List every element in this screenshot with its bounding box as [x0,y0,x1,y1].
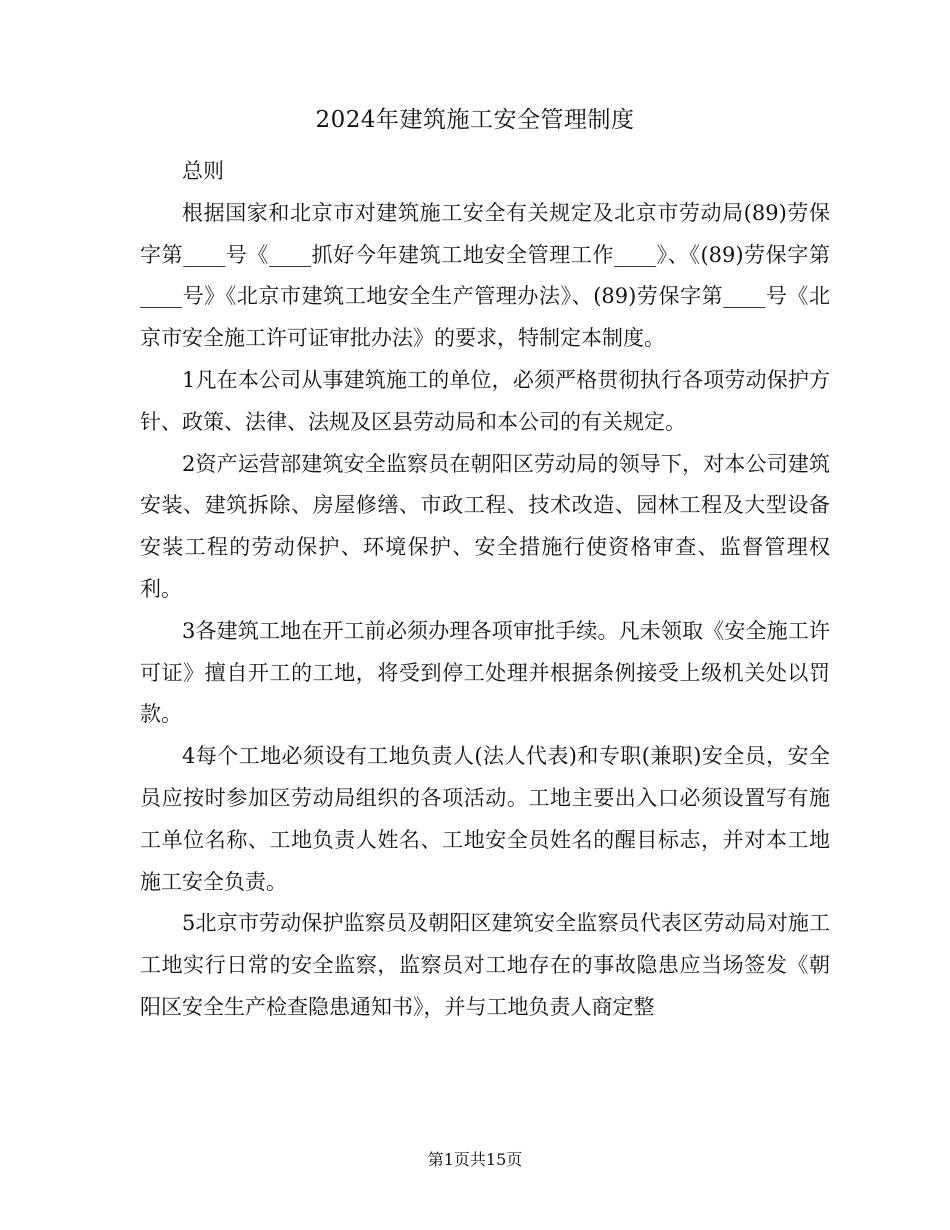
article-3-paragraph: 3各建筑工地在开工前必须办理各项审批手续。凡未领取《安全施工许可证》擅自开工的工地，将受到停工处理并根据条例接受上级机关处以罚款。 [140,618,830,727]
document-body [140,151,830,1029]
intro-paragraph: 根据国家和北京市对建筑施工安全有关规定及北京市劳动局(89)劳保字第____号《____抓好今年建筑工地安全管理工作____》、《(89)劳保字第____号》《北京市建筑工地安全生产管理办法》、(89)劳保字第____号《北京市安全施工许可证审批办法》的要求，特制定本制度。 [140,200,830,351]
article-1-paragraph: 1凡在本公司从事建筑施工的单位，必须严格贯彻执行各项劳动保护方针、政策、法律、法规及区县劳动局和本公司的有关规定。 [140,367,830,434]
article-4-paragraph: 4每个工地必须设有工地负责人(法人代表)和专职(兼职)安全员，安全员应按时参加区劳动局组织的各项活动。工地主要出入口必须设置写有施工单位名称、工地负责人姓名、工地安全员姓名的醒目标志，并对本工地施工安全负责。 [140,744,830,894]
article-2-paragraph: 2资产运营部建筑安全监察员在朝阳区劳动局的领导下，对本公司建筑安装、建筑拆除、房屋修缮、市政工程、技术改造、园林工程及大型设备安装工程的劳动保护、环境保护、安全措施行使资格审查、监督管理权利。 [140,451,830,601]
document-title: 2024年建筑施工安全管理制度 [315,107,635,133]
page-number-footer: 第1页共15页 [427,1150,523,1169]
article-5-paragraph: 5北京市劳动保护监察员及朝阳区建筑安全监察员代表区劳动局对施工工地实行日常的安全监察，监察员对工地存在的事故隐患应当场签发《朝阳区安全生产检查隐患通知书》，并与工地负责人商定整 [140,911,830,1019]
section-heading: 总则 [182,159,224,183]
